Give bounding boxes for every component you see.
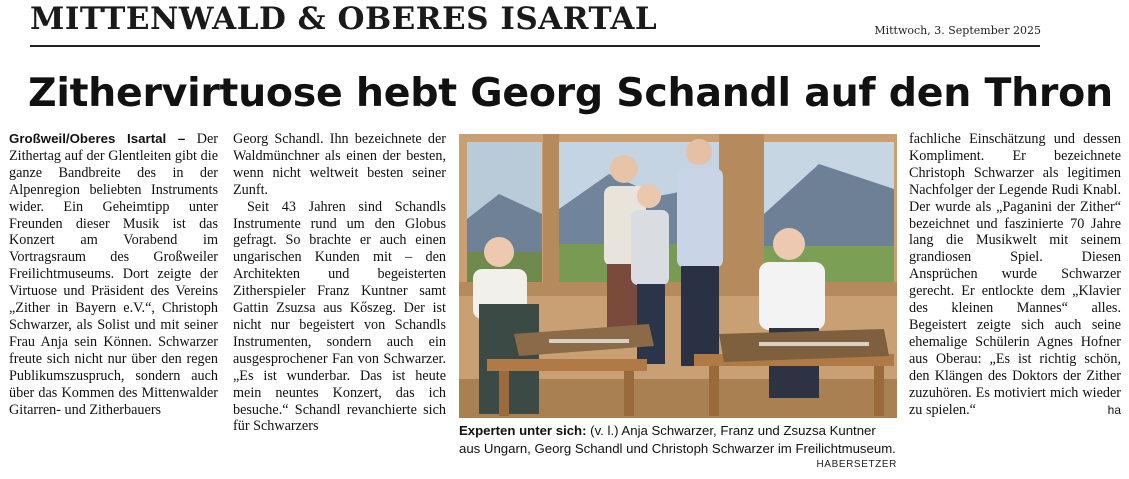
- article-headline: Zithervirtuose hebt Georg Schandl auf den Thron: [28, 70, 1113, 116]
- column-2-paragraph-1: Georg Schandl. Ihn bezeichnete der Waldmünchner als einen der besten, wenn nicht weltweit besten seiner Zunft.: [233, 131, 446, 198]
- article-photo: [459, 134, 897, 418]
- photo-caption: [459, 422, 897, 457]
- header-rule: [30, 45, 1040, 47]
- photo-illustration: [459, 134, 897, 418]
- column-2-paragraph-2: Seit 43 Jahren sind Schandls Instrumente rund um den Globus gefragt. So brachte er auch einen ungarischen Kunden mit – den Architekten und begeisterten Zitherspieler Franz Kuntner samt Gattin Zsuzsa aus Kőszeg. Der ist nicht nur begeistert von Schandls Instrumenten, sondern auch ein ausgesprochener Fan von Schwarzer. „Es ist wunderbar. Das ist heute mein neuntes Konzert, das ich besuche.“ Schandl revanchierte sich für Schwarzers: [233, 198, 446, 435]
- caption-text: (v. l.) Anja Schwarzer, Franz und Zsuzsa Kuntner aus Ungarn, Georg Schandl und Christoph Schwarzer im Freilichtmuseum.: [459, 423, 896, 456]
- article-column-4: [909, 131, 1121, 418]
- section-title: MITTENWALD & OBERES ISARTAL: [30, 1, 658, 37]
- author-byline: ha: [1107, 402, 1121, 417]
- photo-credit: HABERSETZER: [816, 459, 897, 470]
- issue-date: Mittwoch, 3. September 2025: [874, 24, 1041, 37]
- article-column-2: [233, 131, 446, 435]
- column-4-text: fachliche Einschätzung und dessen Kompliment. Er bezeichnete Christoph Schwarzer als legitimen Nachfolger der Legende Rudi Knabl. Der wurde als „Paganini der Zither“ bezeichnet und faszinierte 70 Jahre lang die Musikwelt mit seinem grandiosen Spiel. Diesen Ansprüchen wurde Schwarzer gerecht. Er entlockte dem „Klavier des kleinen Mannes“ alles. Begeistert zeigte sich auch seine ehemalige Schülerin Agnes Hofner aus Oberau: „Es ist richtig schön, den Klängen des Doktors der Zither zuzuhören. Es motiviert mich wieder zu spielen.“: [909, 131, 1121, 418]
- column-1-text: Der Zithertag auf der Glentleiten gibt die ganze Bandbreite des in der Alpenregion beliebten Instruments wider. Ein Geheimtipp unter Freunden dieser Musik ist das Konzert am Vorabend im Vortragsraum des Großweiler Freilichtmuseums. Dort zeigte der Virtuose und Präsident des Vereins „Zither in Bayern e.V.“, Christoph Schwarzer, als Solist und mit seiner Frau Anja sein Können. Schwarzer freute sich nicht nur über den regen Publikumszuspruch, sondern auch über das Kommen des Mittenwalder Gitarren- und Zitherbauers: [9, 131, 218, 418]
- article-column-1: [9, 131, 218, 418]
- dateline: Großweil/Oberes Isartal –: [9, 131, 186, 146]
- caption-lead: Experten unter sich:: [459, 423, 587, 438]
